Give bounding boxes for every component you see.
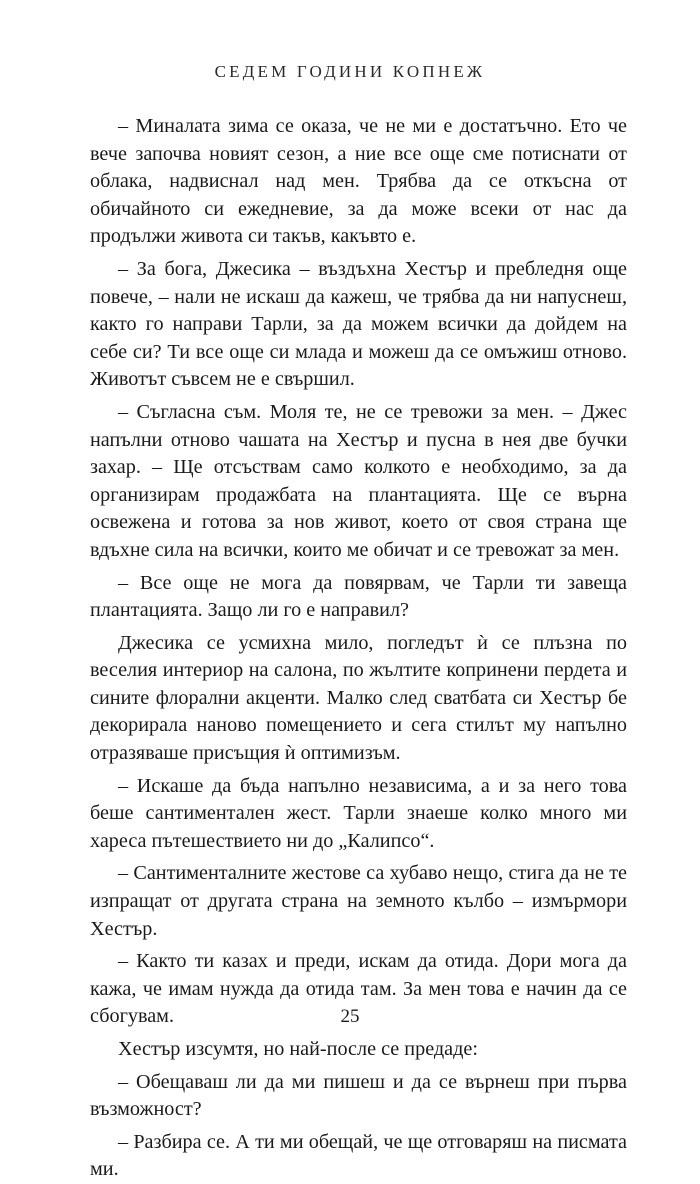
paragraph: – Разбира се. А ти ми обещай, че ще отговаряш на писмата ми. [90, 1130, 627, 1181]
paragraph: Джесика се усмихна мило, погледът ѝ се плъзна по веселия интериор на салона, по жълтите копринени пердета и сините флорални акценти. Малко след сватбата си Хестър бе декорирала наново помещението и сега стилът му напълно отразяваше присъщия ѝ оптимизъм. [90, 631, 627, 765]
paragraph: – Обещаваш ли да ми пишеш и да се върнеш при първа възможност? [90, 1070, 627, 1121]
paragraph: – Искаше да бъда напълно независима, а и за него това беше сантиментален жест. Тарли знаеше колко много ми хареса пътешествието ни до „Калипсо“. [90, 774, 627, 852]
paragraph: – Сантименталните жестове са хубаво нещо, стига да не те изпращат от другата страна на земното кълбо – измърмори Хестър. [90, 862, 627, 940]
page-number: 25 [340, 1006, 360, 1027]
paragraph: – За бога, Джесика – въздъхна Хестър и пребледня още повече, – нали не искаш да кажеш, че трябва да ни напуснеш, както го направи Тарли, за да можем всички да дойдем на себе си? Ти все още си млада и можеш да се омъжиш отново. Животът съвсем не е свършил. [90, 257, 627, 391]
paragraph: – Както ти казах и преди, искам да отида. Дори мога да кажа, че имам нужда да отида там. За мен това е начин да се сбогувам. [90, 950, 627, 1028]
running-title: СЕДЕМ ГОДИНИ КОПНЕЖ [214, 62, 486, 81]
paragraph: – Все още не мога да повярвам, че Тарли ти завеща плантацията. Защо ли го е направил? [90, 571, 627, 622]
paragraph: – Съгласна съм. Моля те, не се тревожи за мен. – Джес напълни отново чашата на Хестър и пусна в нея две бучки захар. – Ще отсъствам само колкото е необходимо, за да организирам продажбата на плантацията. Ще се върна освежена и готова за нов живот, което от своя страна ще вдъхне сила на всички, които ме обичат и се тревожат за мен. [90, 400, 627, 561]
paragraph: – Миналата зима се оказа, че не ми е достатъчно. Ето че вече започва новият сезон, а ние все още сме потиснати от облака, надвиснал над мен. Трябва да се откъсна от обичайното си ежедневие, за да може всеки от нас да продължи живота си такъв, какъвто е. [90, 115, 627, 248]
paragraph: Хестър изсумтя, но най-после се предаде: [118, 1038, 478, 1060]
